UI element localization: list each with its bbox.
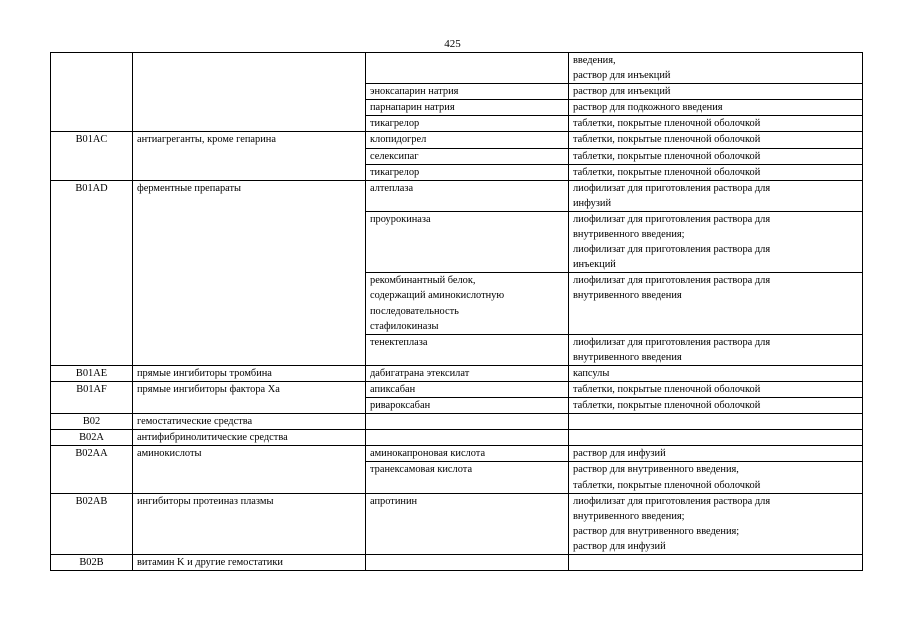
drug-name-cell: ривароксабан: [366, 398, 569, 414]
atc-group-cell: [133, 273, 366, 334]
dosage-form-cell: раствор для инфузий: [569, 446, 863, 462]
atc-code-cell: [51, 211, 133, 272]
dosage-form-cell: раствор для подкожного введения: [569, 100, 863, 116]
atc-code-cell: B01AC: [51, 132, 133, 148]
drug-name-cell: [366, 555, 569, 571]
atc-group-cell: [133, 53, 366, 84]
atc-code-cell: [51, 398, 133, 414]
drug-name-cell: транексамовая кислота: [366, 462, 569, 493]
table-row: [51, 211, 863, 272]
dosage-form-cell: таблетки, покрытые пленочной оболочкой: [569, 116, 863, 132]
atc-code-cell: [51, 100, 133, 116]
drug-table: [50, 52, 863, 571]
table-row: [51, 493, 863, 554]
table-row: [51, 164, 863, 180]
atc-group-cell: антифибринолитические средства: [133, 430, 366, 446]
atc-group-cell: витамин K и другие гемостатики: [133, 555, 366, 571]
atc-group-cell: [133, 84, 366, 100]
dosage-form-cell: лиофилизат для приготовления раствора для внутривенного введения: [569, 334, 863, 365]
table-row: [51, 398, 863, 414]
table-row: [51, 446, 863, 462]
atc-group-cell: [133, 116, 366, 132]
table-row: [51, 555, 863, 571]
atc-code-cell: B02A: [51, 430, 133, 446]
atc-group-cell: [133, 211, 366, 272]
drug-name-cell: тикагрелор: [366, 116, 569, 132]
drug-name-cell: алтеплаза: [366, 180, 569, 211]
dosage-form-cell: раствор для внутривенного введения, таблетки, покрытые пленочной оболочкой: [569, 462, 863, 493]
atc-code-cell: B02AB: [51, 493, 133, 554]
table-row: [51, 430, 863, 446]
drug-name-cell: [366, 414, 569, 430]
drug-name-cell: клопидогрел: [366, 132, 569, 148]
atc-group-cell: [133, 164, 366, 180]
atc-code-cell: [51, 148, 133, 164]
table-body: [51, 53, 863, 571]
atc-group-cell: [133, 398, 366, 414]
atc-group-cell: ферментные препараты: [133, 180, 366, 211]
drug-name-cell: селексипаг: [366, 148, 569, 164]
atc-code-cell: [51, 116, 133, 132]
dosage-form-cell: лиофилизат для приготовления раствора для инфузий: [569, 180, 863, 211]
table-row: [51, 462, 863, 493]
atc-code-cell: B01AE: [51, 365, 133, 381]
drug-name-cell: дабигатрана этексилат: [366, 365, 569, 381]
atc-code-cell: [51, 164, 133, 180]
atc-group-cell: аминокислоты: [133, 446, 366, 462]
atc-group-cell: ингибиторы протеиназ плазмы: [133, 493, 366, 554]
atc-code-cell: [51, 462, 133, 493]
atc-group-cell: [133, 148, 366, 164]
dosage-form-cell: раствор для инъекций: [569, 84, 863, 100]
atc-code-cell: B02AA: [51, 446, 133, 462]
atc-group-cell: [133, 100, 366, 116]
drug-name-cell: проурокиназа: [366, 211, 569, 272]
dosage-form-cell: таблетки, покрытые пленочной оболочкой: [569, 132, 863, 148]
drug-name-cell: парнапарин натрия: [366, 100, 569, 116]
atc-group-cell: прямые ингибиторы фактора Xa: [133, 381, 366, 397]
atc-code-cell: B01AD: [51, 180, 133, 211]
dosage-form-cell: [569, 555, 863, 571]
drug-name-cell: апротинин: [366, 493, 569, 554]
table-row: [51, 132, 863, 148]
dosage-form-cell: [569, 414, 863, 430]
drug-name-cell: апиксабан: [366, 381, 569, 397]
atc-code-cell: [51, 84, 133, 100]
table-row: [51, 414, 863, 430]
dosage-form-cell: лиофилизат для приготовления раствора для внутривенного введения: [569, 273, 863, 334]
table-row: [51, 381, 863, 397]
dosage-form-cell: таблетки, покрытые пленочной оболочкой: [569, 148, 863, 164]
atc-code-cell: B02: [51, 414, 133, 430]
atc-code-cell: [51, 334, 133, 365]
drug-name-cell: эноксапарин натрия: [366, 84, 569, 100]
drug-name-cell: [366, 430, 569, 446]
dosage-form-cell: введения, раствор для инъекций: [569, 53, 863, 84]
atc-group-cell: гемостатические средства: [133, 414, 366, 430]
table-row: [51, 116, 863, 132]
atc-code-cell: [51, 53, 133, 84]
atc-group-cell: [133, 462, 366, 493]
dosage-form-cell: таблетки, покрытые пленочной оболочкой: [569, 398, 863, 414]
dosage-form-cell: лиофилизат для приготовления раствора для внутривенного введения; лиофилизат для приготовления раствора для инъекций: [569, 211, 863, 272]
atc-code-cell: B01AF: [51, 381, 133, 397]
table-row: [51, 180, 863, 211]
dosage-form-cell: лиофилизат для приготовления раствора для внутривенного введения; раствор для внутривенного введения; раствор для инфузий: [569, 493, 863, 554]
atc-group-cell: [133, 334, 366, 365]
table-row: [51, 148, 863, 164]
atc-code-cell: B02B: [51, 555, 133, 571]
table-row: [51, 100, 863, 116]
dosage-form-cell: [569, 430, 863, 446]
drug-name-cell: [366, 53, 569, 84]
table-row: [51, 273, 863, 334]
dosage-form-cell: таблетки, покрытые пленочной оболочкой: [569, 164, 863, 180]
atc-group-cell: прямые ингибиторы тромбина: [133, 365, 366, 381]
atc-code-cell: [51, 273, 133, 334]
drug-name-cell: тенектеплаза: [366, 334, 569, 365]
table-row: [51, 334, 863, 365]
drug-name-cell: рекомбинантный белок, содержащий аминокислотную последовательность стафилокиназы: [366, 273, 569, 334]
table-row: [51, 53, 863, 84]
dosage-form-cell: капсулы: [569, 365, 863, 381]
drug-name-cell: аминокапроновая кислота: [366, 446, 569, 462]
atc-group-cell: антиагреганты, кроме гепарина: [133, 132, 366, 148]
page-number: 425: [444, 38, 461, 50]
dosage-form-cell: таблетки, покрытые пленочной оболочкой: [569, 381, 863, 397]
drug-name-cell: тикагрелор: [366, 164, 569, 180]
table-row: [51, 84, 863, 100]
table-row: [51, 365, 863, 381]
